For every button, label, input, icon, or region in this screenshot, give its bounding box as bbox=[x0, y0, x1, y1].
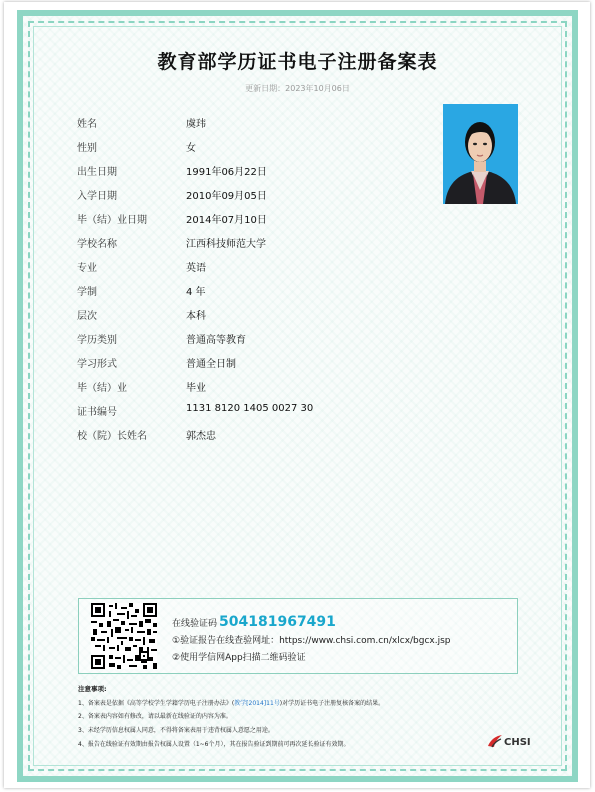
value-birthdate: 1991年06月22日 bbox=[186, 167, 267, 178]
label-level: 层次 bbox=[77, 311, 97, 322]
label-graduation-date: 毕（结）业日期 bbox=[77, 215, 147, 226]
update-date: 更新日期：2023年10月06日 bbox=[245, 84, 350, 93]
label-gender: 性别 bbox=[77, 143, 97, 154]
value-president: 郭杰忠 bbox=[186, 431, 216, 442]
id-photo bbox=[443, 104, 518, 204]
label-duration: 学制 bbox=[77, 287, 97, 298]
value-education-type: 普通高等教育 bbox=[186, 335, 246, 346]
label-certificate-number: 证书编号 bbox=[77, 407, 117, 418]
value-enroll-date: 2010年09月05日 bbox=[186, 191, 267, 202]
chsi-logo-text: CHSI bbox=[504, 737, 531, 748]
note-1: 1、备案表是依据《高等学校学生学籍学历电子注册办法》(教学[2014]11号)对学历证书电子注册复核备案的结果。 bbox=[78, 700, 385, 707]
verification-app-hint: ②使用学信网App扫描二维码验证 bbox=[172, 653, 306, 663]
value-major: 英语 bbox=[186, 263, 206, 274]
qr-code[interactable] bbox=[91, 603, 157, 669]
verification-code-line bbox=[172, 614, 336, 630]
label-major: 专业 bbox=[77, 263, 97, 274]
note-2: 2、备案表内容如有修改，请以最新在线验证的内容为准。 bbox=[78, 713, 232, 720]
page-title: 教育部学历证书电子注册备案表 bbox=[157, 51, 438, 73]
value-school: 江西科技师范大学 bbox=[186, 239, 266, 250]
label-enroll-date: 入学日期 bbox=[77, 191, 117, 202]
label-birthdate: 出生日期 bbox=[77, 167, 117, 178]
value-completion: 毕业 bbox=[186, 383, 206, 394]
regulation-link[interactable]: 教学[2014]11号 bbox=[234, 700, 280, 707]
value-gender: 女 bbox=[186, 143, 196, 154]
notes-title: 注意事项: bbox=[78, 685, 107, 693]
value-certificate-number: 1131 8120 1405 0027 30 bbox=[186, 403, 314, 414]
verification-code-label: 在线验证码 bbox=[172, 619, 218, 629]
note-3: 3、未经学历信息权属人同意，不得将备案表用于违背权属人意愿之用途。 bbox=[78, 727, 274, 734]
label-school: 学校名称 bbox=[77, 239, 117, 250]
verification-code: 504181967491 bbox=[219, 614, 336, 630]
value-graduation-date: 2014年07月10日 bbox=[186, 215, 267, 226]
label-education-type: 学历类别 bbox=[77, 335, 117, 346]
value-study-form: 普通全日制 bbox=[186, 359, 236, 370]
value-name: 虞玮 bbox=[186, 119, 206, 130]
value-duration: 4 年 bbox=[186, 287, 206, 298]
label-study-form: 学习形式 bbox=[77, 359, 117, 370]
note-4: 4、报告在线验证有效期由报告权属人设置（1~6个月），其在报告验证到期前可再次延长验证有效期。 bbox=[78, 741, 350, 748]
label-president: 校（院）长姓名 bbox=[77, 431, 147, 442]
value-level: 本科 bbox=[186, 311, 206, 322]
label-completion: 毕（结）业 bbox=[77, 383, 127, 394]
label-name: 姓名 bbox=[77, 119, 97, 130]
verification-url: ①验证报告在线查验网址：https://www.chsi.com.cn/xlcx/bgcx.jsp bbox=[172, 636, 451, 646]
